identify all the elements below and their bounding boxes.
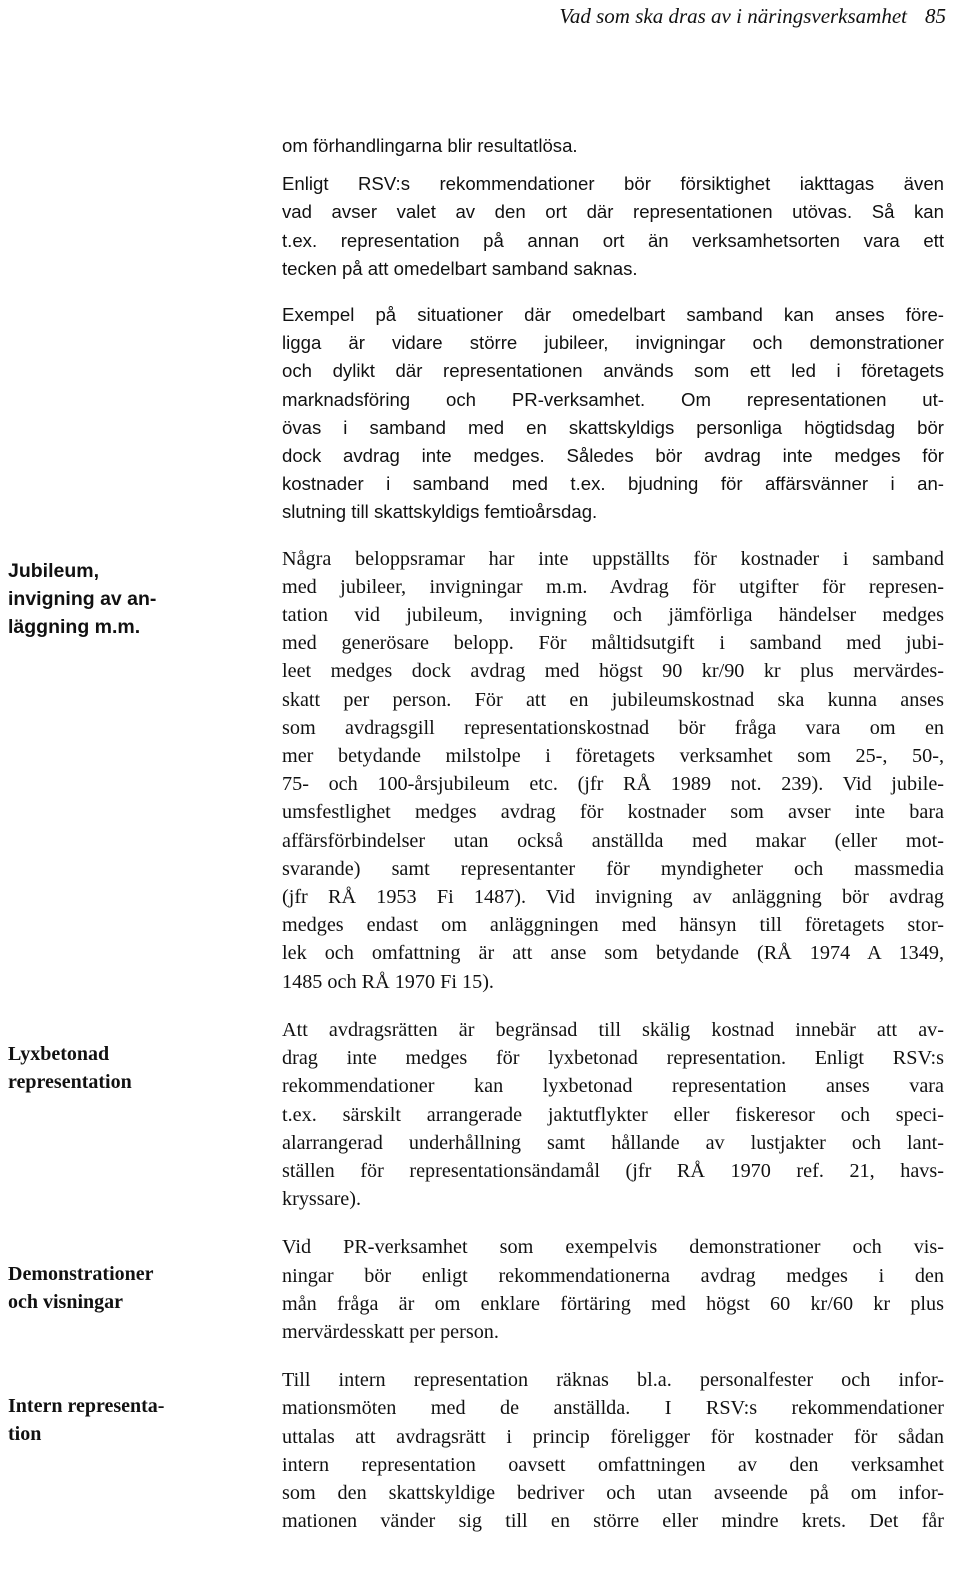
text-line: (jfr RÅ 1953 Fi 1487). Vid invigning av anläggning bör avdrag	[282, 886, 944, 909]
text-line: mationen vänder sig till en större eller mindre krets. Det får	[282, 1510, 944, 1533]
text-line: tation vid jubileum, invigning och jämförliga händelser medges	[282, 604, 944, 627]
margin-heading-line: och visningar	[8, 1291, 124, 1313]
text-line: intern representation oavsett omfattningen av den verksamhet	[282, 1453, 944, 1476]
margin-heading-line: Demonstrationer	[8, 1263, 154, 1285]
text-line: Vid PR-verksamhet som exempelvis demonstrationer och vis-	[282, 1236, 944, 1259]
margin-heading-demonstrationer	[8, 1260, 154, 1316]
text-line: och dylikt där representationen används som ett led i företagets	[282, 360, 944, 382]
text-line: Exempel på situationer där omedelbart samband kan anses före-	[282, 304, 944, 326]
text-line: kryssare).	[282, 1188, 362, 1211]
text-line: mervärdesskatt per person.	[282, 1320, 499, 1343]
text-line: medges endast om anläggningen med hänsyn till företagets stor-	[282, 914, 944, 937]
paragraph	[282, 1233, 944, 1346]
margin-heading-line: tion	[8, 1423, 42, 1445]
margin-heading-line: Jubileum,	[8, 560, 100, 582]
text-line: mationsmöten med de anställda. I RSV:s rekommendationer	[282, 1397, 944, 1420]
text-line: som den skattskyldige bedriver och utan avseende på om infor-	[282, 1481, 944, 1504]
body-text	[282, 132, 944, 1535]
text-line: 1485 och RÅ 1970 Fi 15).	[282, 970, 494, 993]
text-line: mån fråga är om enklare förtäring med högst 60 kr/60 kr plus	[282, 1292, 944, 1315]
text-line: slutning till skattskyldigs femtioårsdag.	[282, 501, 598, 523]
text-line: mer betydande milstolpe i företagets verksamhet som 25-, 50-,	[282, 745, 944, 768]
text-line: leet medges dock avdrag med högst 90 kr/90 kr plus mervärdes-	[282, 660, 944, 683]
text-line: ställen för representationsändamål (jfr RÅ 1970 ref. 21, havs-	[282, 1159, 944, 1182]
text-line: Några beloppsramar har inte uppställts för kostnader i samband	[282, 547, 944, 570]
text-line: Enligt RSV:s rekommendationer bör försiktighet iakttagas även	[282, 173, 944, 195]
text-line: ligga är vidare större jubileer, invigningar och demonstrationer	[282, 332, 944, 354]
margin-heading-line: Lyxbetonad	[8, 1043, 110, 1065]
margin-heading-lyxbetonad	[8, 1040, 132, 1096]
text-line: svarande) samt representanter för myndigheter och massmedia	[282, 857, 944, 880]
text-line: med jubileer, invigningar m.m. Avdrag för utgifter för represen-	[282, 575, 944, 598]
text-line: uttalas att avdragsrätt i princip föreligger för kostnader för sådan	[282, 1425, 944, 1448]
text-line: Till intern representation räknas bl.a. personalfester och infor-	[282, 1369, 944, 1392]
text-line: 75- och 100-årsjubileum etc. (jfr RÅ 1989 not. 239). Vid jubile-	[282, 773, 944, 796]
text-line: t.ex. representation på annan ort än verksamhetsorten vara ett	[282, 229, 944, 251]
text-line: alarrangerad underhållning samt hållande av lustjakter och lant-	[282, 1131, 944, 1154]
text-line: som avdragsgill representationskostnad bör fråga vara om en	[282, 716, 944, 739]
margin-heading-line: invigning av an-	[8, 588, 157, 610]
text-line: Att avdragsrätten är begränsad till skälig kostnad innebär att av-	[282, 1018, 944, 1041]
paragraph	[282, 1016, 944, 1213]
text-line: t.ex. särskilt arrangerade jaktutflykter eller fiskeresor och speci-	[282, 1103, 944, 1126]
margin-heading-line: Intern representa-	[8, 1395, 165, 1417]
margin-heading-intern	[8, 1392, 164, 1448]
paragraph	[282, 1366, 944, 1535]
text-line: övas i samband med en skattskyldigs personliga högtidsdag bör	[282, 416, 944, 438]
margin-heading-line: läggning m.m.	[8, 616, 141, 638]
text-line: lek och omfattning är att anse som betydande (RÅ 1974 A 1349,	[282, 942, 944, 965]
text-line: tecken på att omedelbart samband saknas.	[282, 257, 638, 279]
paragraph	[282, 170, 944, 283]
header-title: Vad som ska dras av i näringsverksamhet	[559, 4, 907, 28]
text-line: skatt per person. För att en jubileumskostnad ska kunna anses	[282, 688, 944, 711]
text-line: kostnader i samband med t.ex. bjudning för affärsvänner i an-	[282, 473, 944, 495]
margin-heading-line: representation	[8, 1071, 132, 1093]
text-line: marknadsföring och PR-verksamhet. Om representationen ut-	[282, 388, 944, 410]
page-number: 85	[925, 4, 946, 28]
text-line: om förhandlingarna blir resultatlösa.	[282, 135, 578, 156]
text-line: umsfestlighet medges avdrag för kostnader som avser inte bara	[282, 801, 944, 824]
text-line: dock avdrag inte medges. Således bör avdrag inte medges för	[282, 445, 944, 467]
running-header	[559, 4, 946, 29]
paragraph	[282, 132, 944, 160]
text-line: vad avser valet av den ort där representationen utövas. Så kan	[282, 201, 944, 223]
text-line: affärsförbindelser utan också anställda med makar (eller mot-	[282, 829, 944, 852]
text-line: drag inte medges för lyxbetonad representation. Enligt RSV:s	[282, 1047, 944, 1070]
paragraph	[282, 301, 944, 527]
margin-heading-jubileum	[8, 557, 156, 641]
paragraph	[282, 545, 944, 996]
text-line: ningar bör enligt rekommendationerna avdrag medges i den	[282, 1264, 944, 1287]
text-line: med generösare belopp. För måltidsutgift i samband med jubi-	[282, 632, 944, 655]
text-line: rekommendationer kan lyxbetonad representation anses vara	[282, 1075, 944, 1098]
